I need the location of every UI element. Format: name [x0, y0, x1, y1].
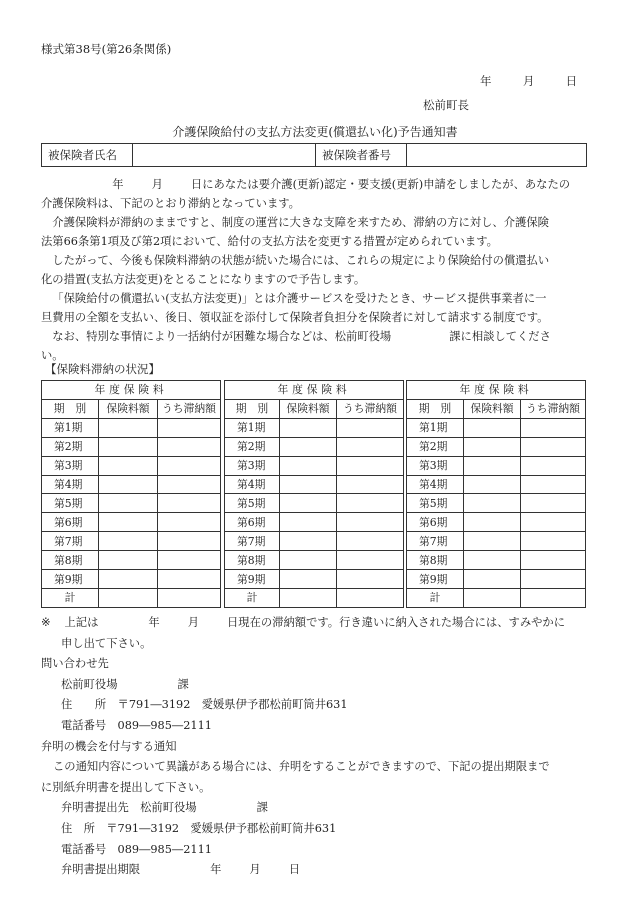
submit-dept: 課 [256, 801, 268, 815]
arrears-status-title: 【保険料滞納の状況】 [45, 362, 160, 376]
col-amount: 保険料額 [99, 399, 158, 418]
arrears-cell[interactable] [337, 475, 404, 494]
period-label: 第4期 [42, 475, 99, 494]
submit-phone-line [41, 840, 589, 861]
arrears-cell[interactable] [158, 456, 221, 475]
amount-cell[interactable] [99, 532, 158, 551]
period-label: 第3期 [225, 456, 280, 475]
note-year: 年 [148, 616, 160, 629]
arrears-cell[interactable] [158, 437, 221, 456]
address-value: 〒791―3192 愛媛県伊予郡松前町筒井631 [117, 698, 348, 712]
arrears-cell[interactable] [337, 570, 404, 589]
paragraph-4b: 旦費用の全額を支払い、後日、領収証を添付して保険者負担分を保険者に対して請求する制度です。 [41, 311, 549, 324]
date-day: 日 [565, 74, 578, 88]
arrears-table-1 [41, 380, 221, 608]
note-1 [41, 613, 589, 634]
arrears-total-cell[interactable] [158, 588, 221, 607]
submit-address-line [41, 819, 589, 840]
amount-cell[interactable] [280, 418, 337, 437]
arrears-cell[interactable] [521, 437, 586, 456]
notice-body [41, 175, 589, 365]
period-label: 第5期 [407, 494, 464, 513]
amount-cell[interactable] [99, 437, 158, 456]
amount-cell[interactable] [280, 570, 337, 589]
document-title: 介護保険給付の支払方法変更(償還払い化)予告通知書 [172, 125, 458, 139]
amount-cell[interactable] [99, 570, 158, 589]
arrears-header: 年度保険料 [42, 381, 221, 400]
period-label: 第3期 [407, 456, 464, 475]
period-label: 第2期 [225, 437, 280, 456]
amount-cell[interactable] [280, 513, 337, 532]
insured-name-field[interactable] [133, 144, 316, 167]
col-period: 期 別 [225, 399, 280, 418]
period-label: 第5期 [225, 494, 280, 513]
arrears-total-cell[interactable] [521, 588, 586, 607]
deadline-day: 日 [288, 863, 301, 877]
total-label: 計 [407, 588, 464, 607]
period-label: 第1期 [42, 418, 99, 437]
paragraph-4a: 「保険給付の償還払い(支払方法変更)」とは介護サービスを受けたとき、サービス提供事業者に一 [52, 292, 547, 305]
paragraph-3b: 化の措置(支払方法変更)をとることになりますので予告します。 [41, 273, 366, 286]
amount-cell[interactable] [464, 532, 521, 551]
phone-value: 089―985―2111 [117, 718, 212, 732]
col-amount: 保険料額 [280, 399, 337, 418]
arrears-cell[interactable] [521, 570, 586, 589]
period-label: 第9期 [407, 570, 464, 589]
period-label: 第4期 [407, 475, 464, 494]
deadline-year: 年 [210, 863, 222, 877]
phone-label: 電話番号 [61, 718, 107, 732]
total-label: 計 [42, 588, 99, 607]
amount-cell[interactable] [464, 513, 521, 532]
amount-total-cell[interactable] [464, 588, 521, 607]
arrears-cell[interactable] [337, 418, 404, 437]
col-arrears: うち滞納額 [521, 399, 586, 418]
arrears-cell[interactable] [337, 437, 404, 456]
defense-text-1: この通知内容について異議がある場合には、弁明をすることができますので、下記の提出期限まで [53, 760, 550, 774]
period-label: 第8期 [42, 551, 99, 570]
total-label: 計 [225, 588, 280, 607]
period-label: 第8期 [225, 551, 280, 570]
amount-cell[interactable] [280, 437, 337, 456]
period-label: 第7期 [42, 532, 99, 551]
arrears-cell[interactable] [521, 494, 586, 513]
amount-cell[interactable] [280, 475, 337, 494]
period-label: 第5期 [42, 494, 99, 513]
note-text-a: 上記は [64, 616, 99, 629]
arrears-total-cell[interactable] [337, 588, 404, 607]
arrears-cell[interactable] [521, 513, 586, 532]
insured-name-label: 被保険者氏名 [42, 144, 133, 167]
insured-number-label: 被保険者番号 [316, 144, 407, 167]
arrears-cell[interactable] [158, 551, 221, 570]
note-month: 月 [187, 616, 199, 629]
arrears-table-2 [224, 380, 404, 608]
address2-label: 住 所 [61, 821, 95, 835]
amount-cell[interactable] [99, 456, 158, 475]
period-label: 第8期 [407, 551, 464, 570]
asterisk-mark: ※ [41, 616, 51, 629]
amount-cell[interactable] [464, 494, 521, 513]
amount-total-cell[interactable] [280, 588, 337, 607]
amount-cell[interactable] [280, 494, 337, 513]
amount-cell[interactable] [99, 475, 158, 494]
submit-line [41, 798, 589, 819]
paragraph-5a [41, 327, 589, 346]
paragraph-2b: 法第66条第1項及び第2項において、給付の支払方法を変更する措置が定められています。 [41, 235, 498, 248]
insured-info-table [41, 143, 587, 167]
arrears-cell[interactable] [337, 513, 404, 532]
submit-label: 弁明書提出先 [61, 801, 129, 815]
arrears-cell[interactable] [158, 570, 221, 589]
amount-cell[interactable] [99, 513, 158, 532]
arrears-cell[interactable] [337, 456, 404, 475]
date-month: 月 [522, 74, 535, 88]
amount-cell[interactable] [280, 551, 337, 570]
period-label: 第2期 [407, 437, 464, 456]
contact-office: 松前町役場 [61, 677, 118, 691]
arrears-header: 年度保険料 [407, 381, 586, 400]
arrears-cell[interactable] [158, 475, 221, 494]
defense-text-2: に別紙弁明書を提出して下さい。 [41, 780, 211, 794]
amount-total-cell[interactable] [99, 588, 158, 607]
period-label: 第6期 [407, 513, 464, 532]
paragraph-1 [41, 175, 589, 194]
phone2-value: 089―985―2111 [117, 842, 212, 856]
phone2-label: 電話番号 [61, 842, 107, 856]
arrears-cell[interactable] [521, 456, 586, 475]
issuer: 松前町長 [423, 98, 469, 112]
period-label: 第9期 [225, 570, 280, 589]
arrears-cell[interactable] [158, 513, 221, 532]
notes-section [41, 613, 589, 881]
arrears-cell[interactable] [158, 532, 221, 551]
col-period: 期 別 [407, 399, 464, 418]
note-text-d: 日現在の滞納額です。行き違いに納入された場合には、すみやかに [227, 616, 566, 629]
amount-cell[interactable] [280, 456, 337, 475]
arrears-cell[interactable] [337, 551, 404, 570]
period-label: 第6期 [42, 513, 99, 532]
amount-cell[interactable] [99, 494, 158, 513]
contact-dept: 課 [177, 677, 189, 691]
col-period: 期 別 [42, 399, 99, 418]
period-label: 第3期 [42, 456, 99, 475]
p1-month: 月 [151, 178, 163, 191]
arrears-cell[interactable] [337, 494, 404, 513]
submit-office: 松前町役場 [140, 801, 197, 815]
p1-text: 日にあなたは要介護(更新)認定・要支援(更新)申請をしましたが、あなたの [190, 178, 571, 191]
amount-cell[interactable] [280, 532, 337, 551]
date-line [480, 73, 577, 89]
paragraph-3a: したがって、今後も保険料滞納の状態が続いた場合には、これらの規定により保険給付の償還払い [52, 254, 550, 267]
amount-cell[interactable] [464, 551, 521, 570]
arrears-cell[interactable] [521, 475, 586, 494]
arrears-cell[interactable] [158, 418, 221, 437]
form-number: 様式第38号(第26条関係) [41, 42, 172, 56]
col-amount: 保険料額 [464, 399, 521, 418]
arrears-cell[interactable] [521, 532, 586, 551]
amount-cell[interactable] [464, 570, 521, 589]
p5-text-2: 課に相談してくださ [449, 330, 551, 343]
paragraph-5b: い。 [41, 349, 64, 362]
arrears-header: 年度保険料 [225, 381, 404, 400]
arrears-cell[interactable] [521, 551, 586, 570]
p1-year: 年 [112, 178, 124, 191]
deadline-label: 弁明書提出期限 [61, 863, 141, 877]
arrears-cell[interactable] [521, 418, 586, 437]
amount-cell[interactable] [464, 456, 521, 475]
deadline-month: 月 [249, 863, 261, 877]
arrears-table-3 [406, 380, 586, 608]
amount-cell[interactable] [464, 418, 521, 437]
note-1b: 申し出て下さい。 [61, 636, 152, 650]
col-arrears: うち滞納額 [337, 399, 404, 418]
period-label: 第4期 [225, 475, 280, 494]
period-label: 第6期 [225, 513, 280, 532]
amount-cell[interactable] [99, 551, 158, 570]
paragraph-1b: 介護保険料は、下記のとおり滞納となっています。 [41, 197, 300, 210]
period-label: 第7期 [225, 532, 280, 551]
col-arrears: うち滞納額 [158, 399, 221, 418]
defense-title: 弁明の機会を付与する通知 [41, 739, 177, 753]
contact-office-line [41, 675, 589, 696]
period-label: 第9期 [42, 570, 99, 589]
address2-value: 〒791―3192 愛媛県伊予郡松前町筒井631 [106, 821, 337, 835]
period-label: 第1期 [407, 418, 464, 437]
date-year: 年 [480, 74, 492, 88]
insured-number-field[interactable] [407, 144, 587, 167]
arrears-cell[interactable] [158, 494, 221, 513]
contact-address-line [41, 695, 589, 716]
amount-cell[interactable] [464, 437, 521, 456]
amount-cell[interactable] [464, 475, 521, 494]
amount-cell[interactable] [99, 418, 158, 437]
p5-text-1: なお、特別な事情により一括納付が困難な場合などは、松前町役場 [52, 330, 392, 343]
period-label: 第1期 [225, 418, 280, 437]
period-label: 第7期 [407, 532, 464, 551]
contact-phone-line [41, 716, 589, 737]
contact-title: 問い合わせ先 [41, 657, 109, 671]
address-label: 住 所 [61, 698, 107, 712]
paragraph-2a: 介護保険料が滞納のままですと、制度の運営に大きな支障を来すため、滞納の方に対し、介護保険 [52, 216, 549, 229]
arrears-cell[interactable] [337, 532, 404, 551]
period-label: 第2期 [42, 437, 99, 456]
deadline-line [41, 860, 589, 881]
